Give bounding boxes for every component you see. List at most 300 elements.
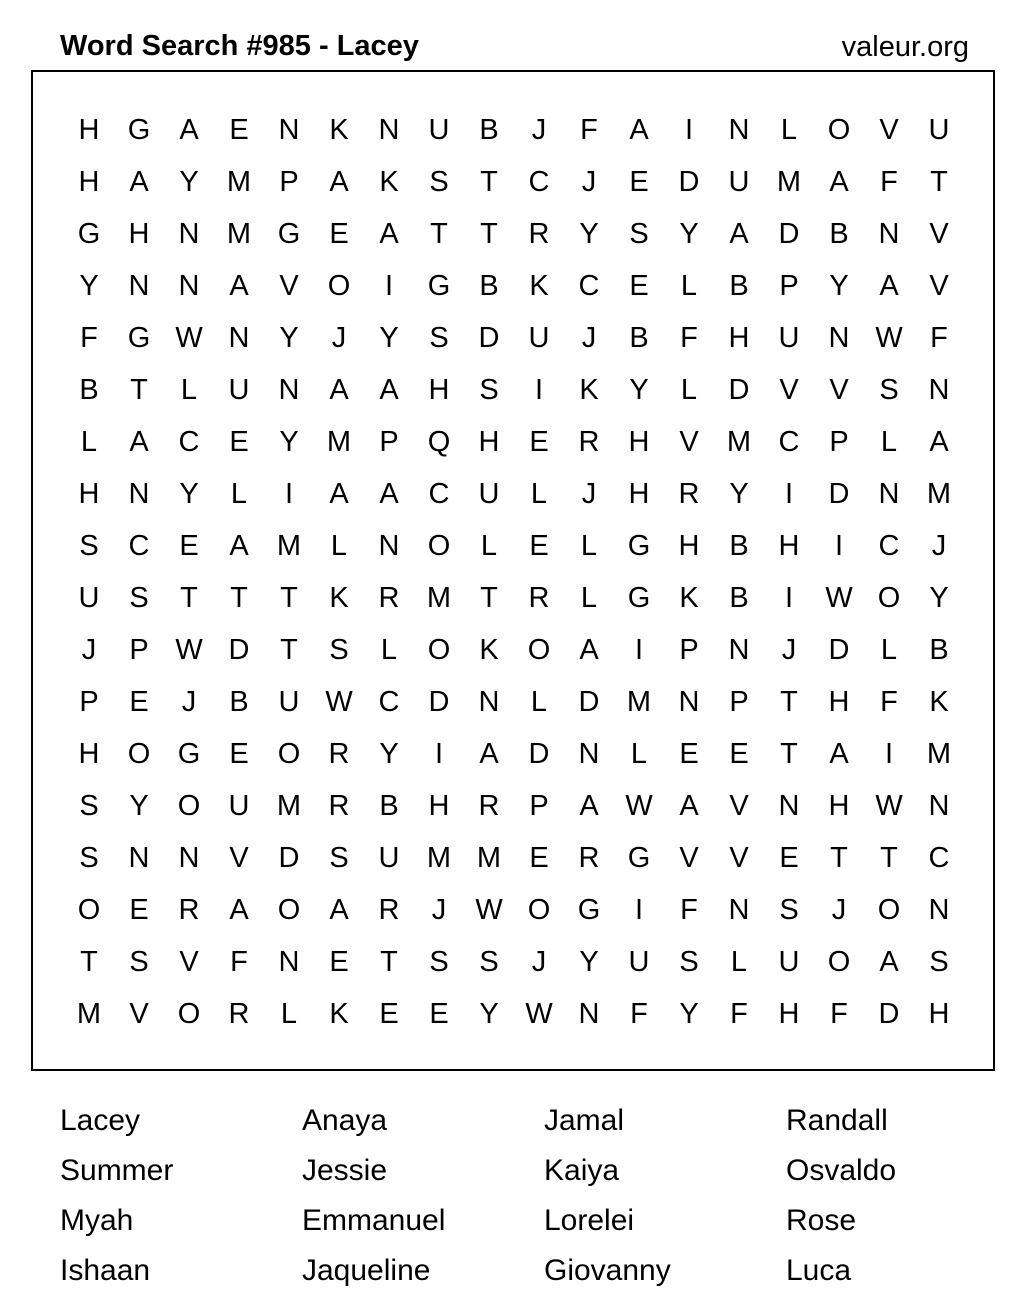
grid-letter[interactable]: F	[930, 322, 948, 354]
grid-letter[interactable]: N	[278, 114, 300, 146]
grid-letter[interactable]: V	[879, 114, 899, 146]
grid-letter[interactable]: R	[528, 582, 550, 614]
grid-letter[interactable]: P	[779, 270, 799, 302]
grid-letter[interactable]: A	[729, 218, 749, 250]
grid-letter[interactable]: T	[480, 218, 498, 250]
grid-letter[interactable]: V	[929, 270, 949, 302]
grid-letter[interactable]: M	[226, 218, 252, 250]
grid-letter[interactable]: C	[928, 842, 950, 874]
grid-letter[interactable]: E	[329, 946, 349, 978]
grid-letter[interactable]: G	[177, 738, 201, 770]
grid-letter[interactable]: A	[879, 270, 899, 302]
grid-letter[interactable]: E	[779, 842, 799, 874]
grid-letter[interactable]: F	[880, 166, 898, 198]
grid-letter[interactable]: H	[828, 790, 850, 822]
grid-letter[interactable]: S	[629, 218, 649, 250]
grid-letter[interactable]: A	[329, 374, 349, 406]
grid-letter[interactable]: V	[129, 998, 149, 1030]
grid-letter[interactable]: M	[926, 738, 952, 770]
grid-letter[interactable]: U	[278, 686, 300, 718]
grid-letter[interactable]: D	[828, 478, 850, 510]
grid-letter[interactable]: K	[479, 634, 499, 666]
grid-letter[interactable]: A	[129, 166, 149, 198]
grid-letter[interactable]: Y	[79, 270, 99, 302]
grid-letter[interactable]: E	[379, 998, 399, 1030]
grid-letter[interactable]: M	[926, 478, 952, 510]
grid-letter[interactable]: C	[178, 426, 200, 458]
grid-letter[interactable]: E	[679, 738, 699, 770]
grid-letter[interactable]: T	[430, 218, 448, 250]
grid-letter[interactable]: L	[680, 374, 698, 406]
grid-letter[interactable]: S	[79, 790, 99, 822]
grid-letter[interactable]: D	[528, 738, 550, 770]
grid-letter[interactable]: E	[629, 166, 649, 198]
grid-letter[interactable]: B	[829, 218, 849, 250]
grid-letter[interactable]: N	[928, 374, 950, 406]
grid-letter[interactable]: T	[930, 166, 948, 198]
grid-letter[interactable]: U	[228, 790, 250, 822]
grid-letter[interactable]: L	[530, 478, 548, 510]
grid-letter[interactable]: T	[780, 738, 798, 770]
grid-letter[interactable]: W	[825, 582, 853, 614]
grid-letter[interactable]: I	[634, 634, 644, 666]
grid-letter[interactable]: V	[729, 842, 749, 874]
grid-letter[interactable]: H	[728, 322, 750, 354]
grid-letter[interactable]: F	[580, 114, 598, 146]
grid-letter[interactable]: D	[278, 842, 300, 874]
grid-letter[interactable]: T	[280, 582, 298, 614]
grid-letter[interactable]: Y	[379, 322, 399, 354]
grid-letter[interactable]: E	[529, 842, 549, 874]
grid-letter[interactable]: A	[579, 790, 599, 822]
grid-letter[interactable]: K	[579, 374, 599, 406]
grid-letter[interactable]: M	[426, 582, 452, 614]
grid-letter[interactable]: M	[326, 426, 352, 458]
grid-letter[interactable]: H	[128, 218, 150, 250]
grid-letter[interactable]: C	[128, 530, 150, 562]
grid-letter[interactable]: N	[178, 218, 200, 250]
grid-letter[interactable]: S	[429, 166, 449, 198]
grid-letter[interactable]: C	[378, 686, 400, 718]
grid-letter[interactable]: J	[81, 634, 97, 666]
grid-letter[interactable]: A	[329, 166, 349, 198]
grid-letter[interactable]: E	[629, 270, 649, 302]
grid-letter[interactable]: G	[427, 270, 451, 302]
grid-letter[interactable]: V	[729, 790, 749, 822]
grid-letter[interactable]: C	[778, 426, 800, 458]
grid-letter[interactable]: H	[78, 114, 100, 146]
grid-letter[interactable]: I	[784, 478, 794, 510]
grid-letter[interactable]: R	[528, 218, 550, 250]
grid-letter[interactable]: S	[779, 894, 799, 926]
grid-letter[interactable]: U	[428, 114, 450, 146]
grid-letter[interactable]: A	[829, 738, 849, 770]
grid-letter[interactable]: F	[630, 998, 648, 1030]
grid-letter[interactable]: S	[329, 634, 349, 666]
grid-letter[interactable]: H	[628, 426, 650, 458]
grid-letter[interactable]: F	[680, 894, 698, 926]
grid-letter[interactable]: P	[79, 686, 99, 718]
grid-letter[interactable]: F	[80, 322, 98, 354]
grid-letter[interactable]: G	[127, 322, 151, 354]
grid-letter[interactable]: F	[680, 322, 698, 354]
grid-letter[interactable]: E	[179, 530, 199, 562]
grid-letter[interactable]: A	[179, 114, 199, 146]
grid-letter[interactable]: S	[129, 582, 149, 614]
grid-letter[interactable]: T	[380, 946, 398, 978]
grid-letter[interactable]: U	[528, 322, 550, 354]
grid-letter[interactable]: Y	[379, 738, 399, 770]
grid-letter[interactable]: H	[78, 478, 100, 510]
grid-letter[interactable]: O	[827, 114, 851, 146]
grid-letter[interactable]: T	[830, 842, 848, 874]
grid-letter[interactable]: K	[929, 686, 949, 718]
grid-letter[interactable]: J	[181, 686, 197, 718]
grid-letter[interactable]: Y	[179, 478, 199, 510]
grid-letter[interactable]: V	[679, 842, 699, 874]
grid-letter[interactable]: N	[378, 530, 400, 562]
grid-letter[interactable]: P	[129, 634, 149, 666]
grid-letter[interactable]: W	[175, 322, 203, 354]
grid-letter[interactable]: E	[229, 738, 249, 770]
grid-letter[interactable]: W	[525, 998, 553, 1030]
grid-letter[interactable]: S	[429, 322, 449, 354]
grid-letter[interactable]: A	[679, 790, 699, 822]
grid-letter[interactable]: A	[129, 426, 149, 458]
grid-letter[interactable]: U	[628, 946, 650, 978]
grid-letter[interactable]: S	[929, 946, 949, 978]
grid-letter[interactable]: S	[479, 374, 499, 406]
grid-letter[interactable]: Y	[679, 218, 699, 250]
grid-letter[interactable]: O	[877, 582, 901, 614]
grid-letter[interactable]: R	[178, 894, 200, 926]
grid-letter[interactable]: L	[780, 114, 798, 146]
grid-letter[interactable]: D	[478, 322, 500, 354]
grid-letter[interactable]: H	[428, 790, 450, 822]
grid-letter[interactable]: O	[827, 946, 851, 978]
grid-letter[interactable]: T	[880, 842, 898, 874]
grid-letter[interactable]: B	[629, 322, 649, 354]
grid-letter[interactable]: D	[228, 634, 250, 666]
grid-letter[interactable]: O	[427, 634, 451, 666]
grid-letter[interactable]: B	[479, 270, 499, 302]
grid-letter[interactable]: A	[329, 894, 349, 926]
grid-letter[interactable]: B	[79, 374, 99, 406]
grid-letter[interactable]: O	[77, 894, 101, 926]
grid-letter[interactable]: T	[780, 686, 798, 718]
grid-letter[interactable]: U	[728, 166, 750, 198]
grid-letter[interactable]: U	[778, 322, 800, 354]
grid-letter[interactable]: I	[884, 738, 894, 770]
grid-letter[interactable]: H	[628, 478, 650, 510]
grid-letter[interactable]: D	[878, 998, 900, 1030]
grid-letter[interactable]: A	[379, 374, 399, 406]
grid-letter[interactable]: N	[228, 322, 250, 354]
grid-letter[interactable]: U	[778, 946, 800, 978]
grid-letter[interactable]: O	[127, 738, 151, 770]
grid-letter[interactable]: L	[630, 738, 648, 770]
grid-letter[interactable]: I	[384, 270, 394, 302]
grid-letter[interactable]: U	[228, 374, 250, 406]
grid-letter[interactable]: Y	[929, 582, 949, 614]
grid-letter[interactable]: P	[279, 166, 299, 198]
grid-letter[interactable]: L	[380, 634, 398, 666]
grid-letter[interactable]: I	[284, 478, 294, 510]
grid-letter[interactable]: G	[627, 842, 651, 874]
grid-letter[interactable]: H	[478, 426, 500, 458]
grid-letter[interactable]: V	[179, 946, 199, 978]
grid-letter[interactable]: G	[627, 582, 651, 614]
grid-letter[interactable]: L	[80, 426, 98, 458]
grid-letter[interactable]: L	[580, 582, 598, 614]
grid-letter[interactable]: I	[784, 582, 794, 614]
grid-letter[interactable]: N	[578, 998, 600, 1030]
grid-letter[interactable]: O	[327, 270, 351, 302]
grid-letter[interactable]: J	[431, 894, 447, 926]
grid-letter[interactable]: J	[581, 322, 597, 354]
grid-letter[interactable]: B	[479, 114, 499, 146]
grid-letter[interactable]: U	[378, 842, 400, 874]
grid-letter[interactable]: R	[228, 998, 250, 1030]
grid-letter[interactable]: N	[478, 686, 500, 718]
grid-letter[interactable]: T	[280, 634, 298, 666]
grid-letter[interactable]: F	[880, 686, 898, 718]
grid-letter[interactable]: U	[478, 478, 500, 510]
grid-letter[interactable]: K	[529, 270, 549, 302]
grid-letter[interactable]: L	[530, 686, 548, 718]
grid-letter[interactable]: O	[527, 634, 551, 666]
grid-letter[interactable]: P	[729, 686, 749, 718]
grid-letter[interactable]: D	[578, 686, 600, 718]
grid-letter[interactable]: K	[329, 582, 349, 614]
grid-letter[interactable]: S	[129, 946, 149, 978]
grid-letter[interactable]: C	[878, 530, 900, 562]
grid-letter[interactable]: T	[130, 374, 148, 406]
grid-letter[interactable]: P	[679, 634, 699, 666]
grid-letter[interactable]: A	[879, 946, 899, 978]
grid-letter[interactable]: E	[329, 218, 349, 250]
grid-letter[interactable]: M	[476, 842, 502, 874]
grid-letter[interactable]: W	[875, 322, 903, 354]
grid-letter[interactable]: K	[329, 998, 349, 1030]
grid-letter[interactable]: L	[880, 634, 898, 666]
grid-letter[interactable]: I	[534, 374, 544, 406]
grid-letter[interactable]: H	[778, 530, 800, 562]
grid-letter[interactable]: A	[579, 634, 599, 666]
grid-letter[interactable]: B	[729, 530, 749, 562]
grid-letter[interactable]: E	[229, 426, 249, 458]
grid-letter[interactable]: B	[929, 634, 949, 666]
grid-letter[interactable]: G	[77, 218, 101, 250]
grid-letter[interactable]: N	[928, 790, 950, 822]
grid-letter[interactable]: S	[429, 946, 449, 978]
grid-letter[interactable]: Y	[129, 790, 149, 822]
grid-letter[interactable]: M	[276, 790, 302, 822]
grid-letter[interactable]: E	[229, 114, 249, 146]
grid-letter[interactable]: R	[378, 582, 400, 614]
grid-letter[interactable]: N	[578, 738, 600, 770]
grid-letter[interactable]: V	[679, 426, 699, 458]
grid-letter[interactable]: V	[929, 218, 949, 250]
grid-letter[interactable]: L	[280, 998, 298, 1030]
grid-letter[interactable]: E	[529, 530, 549, 562]
grid-letter[interactable]: K	[379, 166, 399, 198]
grid-letter[interactable]: N	[278, 946, 300, 978]
grid-letter[interactable]: N	[378, 114, 400, 146]
grid-letter[interactable]: O	[177, 790, 201, 822]
grid-letter[interactable]: E	[529, 426, 549, 458]
grid-letter[interactable]: L	[180, 374, 198, 406]
grid-letter[interactable]: C	[428, 478, 450, 510]
grid-letter[interactable]: H	[778, 998, 800, 1030]
grid-letter[interactable]: R	[328, 790, 350, 822]
grid-letter[interactable]: R	[328, 738, 350, 770]
grid-letter[interactable]: N	[128, 270, 150, 302]
grid-letter[interactable]: A	[479, 738, 499, 770]
grid-letter[interactable]: R	[478, 790, 500, 822]
grid-letter[interactable]: E	[129, 686, 149, 718]
grid-letter[interactable]: Y	[629, 374, 649, 406]
grid-letter[interactable]: E	[129, 894, 149, 926]
grid-letter[interactable]: V	[229, 842, 249, 874]
grid-letter[interactable]: V	[779, 374, 799, 406]
grid-letter[interactable]: J	[331, 322, 347, 354]
grid-letter[interactable]: G	[577, 894, 601, 926]
grid-letter[interactable]: B	[729, 270, 749, 302]
grid-letter[interactable]: M	[626, 686, 652, 718]
grid-letter[interactable]: N	[178, 842, 200, 874]
grid-letter[interactable]: S	[329, 842, 349, 874]
grid-letter[interactable]: W	[875, 790, 903, 822]
grid-letter[interactable]: N	[128, 478, 150, 510]
grid-letter[interactable]: D	[828, 634, 850, 666]
grid-letter[interactable]: L	[730, 946, 748, 978]
grid-letter[interactable]: I	[684, 114, 694, 146]
grid-letter[interactable]: N	[278, 374, 300, 406]
grid-letter[interactable]: D	[678, 166, 700, 198]
grid-letter[interactable]: T	[480, 582, 498, 614]
grid-letter[interactable]: V	[279, 270, 299, 302]
grid-letter[interactable]: N	[878, 478, 900, 510]
grid-letter[interactable]: I	[634, 894, 644, 926]
grid-letter[interactable]: Y	[729, 478, 749, 510]
grid-letter[interactable]: M	[276, 530, 302, 562]
grid-letter[interactable]: H	[928, 998, 950, 1030]
grid-letter[interactable]: M	[426, 842, 452, 874]
grid-letter[interactable]: H	[78, 166, 100, 198]
grid-letter[interactable]: U	[78, 582, 100, 614]
grid-letter[interactable]: A	[229, 270, 249, 302]
grid-letter[interactable]: O	[177, 998, 201, 1030]
grid-letter[interactable]: T	[80, 946, 98, 978]
grid-letter[interactable]: P	[379, 426, 399, 458]
grid-letter[interactable]: T	[180, 582, 198, 614]
grid-letter[interactable]: J	[531, 114, 547, 146]
grid-letter[interactable]: I	[834, 530, 844, 562]
grid-letter[interactable]: R	[578, 426, 600, 458]
grid-letter[interactable]: D	[428, 686, 450, 718]
grid-letter[interactable]: O	[277, 738, 301, 770]
grid-letter[interactable]: A	[379, 478, 399, 510]
grid-letter[interactable]: U	[928, 114, 950, 146]
grid-letter[interactable]: E	[729, 738, 749, 770]
grid-letter[interactable]: W	[325, 686, 353, 718]
grid-letter[interactable]: L	[680, 270, 698, 302]
grid-letter[interactable]: O	[277, 894, 301, 926]
grid-letter[interactable]: Y	[579, 218, 599, 250]
grid-letter[interactable]: G	[277, 218, 301, 250]
grid-letter[interactable]: M	[726, 426, 752, 458]
grid-letter[interactable]: P	[829, 426, 849, 458]
grid-letter[interactable]: J	[831, 894, 847, 926]
grid-letter[interactable]: K	[679, 582, 699, 614]
grid-letter[interactable]: N	[878, 218, 900, 250]
grid-letter[interactable]: L	[880, 426, 898, 458]
grid-letter[interactable]: S	[879, 374, 899, 406]
grid-letter[interactable]: G	[627, 530, 651, 562]
grid-letter[interactable]: D	[778, 218, 800, 250]
grid-letter[interactable]: O	[527, 894, 551, 926]
grid-letter[interactable]: F	[230, 946, 248, 978]
grid-letter[interactable]: S	[479, 946, 499, 978]
grid-letter[interactable]: T	[480, 166, 498, 198]
grid-letter[interactable]: M	[226, 166, 252, 198]
grid-letter[interactable]: W	[175, 634, 203, 666]
grid-letter[interactable]: L	[230, 478, 248, 510]
grid-letter[interactable]: Y	[829, 270, 849, 302]
grid-letter[interactable]: N	[678, 686, 700, 718]
grid-letter[interactable]: H	[678, 530, 700, 562]
grid-letter[interactable]: L	[480, 530, 498, 562]
grid-letter[interactable]: B	[379, 790, 399, 822]
grid-letter[interactable]: B	[229, 686, 249, 718]
grid-letter[interactable]: R	[678, 478, 700, 510]
grid-letter[interactable]: O	[877, 894, 901, 926]
grid-letter[interactable]: W	[625, 790, 653, 822]
grid-letter[interactable]: Y	[179, 166, 199, 198]
grid-letter[interactable]: K	[329, 114, 349, 146]
grid-letter[interactable]: A	[629, 114, 649, 146]
grid-letter[interactable]: M	[76, 998, 102, 1030]
grid-letter[interactable]: D	[728, 374, 750, 406]
grid-letter[interactable]: Y	[479, 998, 499, 1030]
grid-letter[interactable]: F	[730, 998, 748, 1030]
grid-letter[interactable]: F	[830, 998, 848, 1030]
grid-letter[interactable]: J	[581, 166, 597, 198]
grid-letter[interactable]: A	[329, 478, 349, 510]
grid-letter[interactable]: H	[428, 374, 450, 406]
grid-letter[interactable]: S	[679, 946, 699, 978]
grid-letter[interactable]: G	[127, 114, 151, 146]
grid-letter[interactable]: R	[378, 894, 400, 926]
grid-letter[interactable]: C	[528, 166, 550, 198]
grid-letter[interactable]: N	[828, 322, 850, 354]
grid-letter[interactable]: N	[178, 270, 200, 302]
grid-letter[interactable]: Y	[279, 322, 299, 354]
grid-letter[interactable]: A	[379, 218, 399, 250]
grid-letter[interactable]: Y	[679, 998, 699, 1030]
grid-letter[interactable]: I	[434, 738, 444, 770]
grid-letter[interactable]: T	[230, 582, 248, 614]
grid-letter[interactable]: J	[931, 530, 947, 562]
grid-letter[interactable]: J	[581, 478, 597, 510]
grid-letter[interactable]: M	[776, 166, 802, 198]
grid-letter[interactable]: R	[578, 842, 600, 874]
grid-letter[interactable]: V	[829, 374, 849, 406]
grid-letter[interactable]: O	[427, 530, 451, 562]
grid-letter[interactable]: N	[728, 894, 750, 926]
grid-letter[interactable]: N	[778, 790, 800, 822]
